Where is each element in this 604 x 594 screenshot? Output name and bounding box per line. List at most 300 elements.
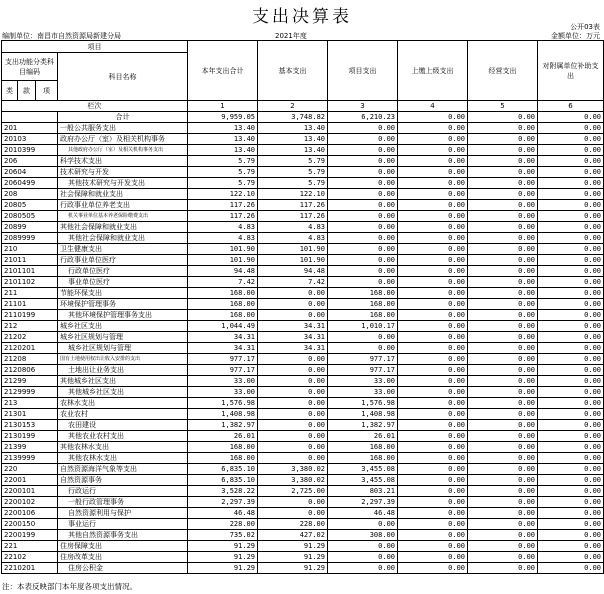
row-value-col3: 0.00	[328, 134, 398, 145]
row-value-col4: 0.00	[398, 508, 468, 519]
row-name: 合计	[58, 112, 188, 123]
row-name: 一般公共服务支出	[58, 123, 188, 134]
row-value-col2: 0.00	[258, 409, 328, 420]
table-row	[2, 409, 604, 420]
row-value-col2: 0.00	[258, 420, 328, 431]
row-value-col1: 91.29	[188, 563, 258, 574]
row-name: 技术研究与开发	[58, 167, 188, 178]
row-value-col1: 4.83	[188, 222, 258, 233]
row-value-col4: 0.00	[398, 321, 468, 332]
header-col-subsidy: 对附属单位补助支出	[538, 41, 604, 101]
table-row	[2, 442, 604, 453]
row-value-col1: 2,297.39	[188, 497, 258, 508]
table-row	[2, 343, 604, 354]
page-title: 支出决算表	[252, 7, 352, 27]
row-value-col6: 0.00	[538, 420, 604, 431]
row-value-col1: 101.90	[188, 255, 258, 266]
table-row	[2, 156, 604, 167]
row-value-col5: 0.00	[468, 299, 538, 310]
row-value-col6: 0.00	[538, 552, 604, 563]
row-value-col2: 0.00	[258, 398, 328, 409]
row-value-col6: 0.00	[538, 431, 604, 442]
row-name: 国有土地使用权出让收入安排的支出	[58, 354, 188, 365]
row-name: 自然资源事务	[58, 475, 188, 486]
row-code: 2060499	[2, 178, 58, 189]
row-value-col6: 0.00	[538, 178, 604, 189]
row-code: 21011	[2, 255, 58, 266]
row-value-col5: 0.00	[468, 156, 538, 167]
row-value-col6: 0.00	[538, 508, 604, 519]
row-value-col2: 101.90	[258, 255, 328, 266]
row-name: 行政事业单位医疗	[58, 255, 188, 266]
row-value-col5: 0.00	[468, 541, 538, 552]
row-value-col5: 0.00	[468, 365, 538, 376]
row-value-col4: 0.00	[398, 277, 468, 288]
row-value-col2: 3,380.02	[258, 475, 328, 486]
row-name: 自然资源海洋气象等支出	[58, 464, 188, 475]
header-col-basic: 基本支出	[258, 41, 328, 101]
table-row	[2, 145, 604, 156]
row-value-col1: 168.00	[188, 453, 258, 464]
row-code: 221	[2, 541, 58, 552]
row-value-col1: 168.00	[188, 442, 258, 453]
row-code: 22102	[2, 552, 58, 563]
table-row	[2, 233, 604, 244]
row-code	[2, 112, 58, 123]
row-value-col2: 4.83	[258, 222, 328, 233]
row-value-col4: 0.00	[398, 530, 468, 541]
row-value-col4: 0.00	[398, 519, 468, 530]
table-row	[2, 244, 604, 255]
row-value-col5: 0.00	[468, 453, 538, 464]
row-value-col1: 46.48	[188, 508, 258, 519]
row-code: 2129999	[2, 387, 58, 398]
row-value-col6: 0.00	[538, 563, 604, 574]
row-value-col5: 0.00	[468, 134, 538, 145]
header-class: 类	[2, 81, 18, 101]
row-value-col5: 0.00	[468, 167, 538, 178]
row-value-col3: 168.00	[328, 299, 398, 310]
row-value-col5: 0.00	[468, 288, 538, 299]
row-name: 城乡社区规划与管理	[58, 343, 188, 354]
header-project: 项目	[2, 41, 188, 53]
row-value-col4: 0.00	[398, 398, 468, 409]
row-value-col6: 0.00	[538, 266, 604, 277]
row-value-col3: 0.00	[328, 123, 398, 134]
row-value-col1: 33.00	[188, 376, 258, 387]
table-row	[2, 541, 604, 552]
row-name: 行政运行	[58, 486, 188, 497]
row-value-col5: 0.00	[468, 442, 538, 453]
row-code: 220	[2, 464, 58, 475]
row-name: 一般行政管理事务	[58, 497, 188, 508]
row-value-col1: 122.10	[188, 189, 258, 200]
row-value-col2: 0.00	[258, 376, 328, 387]
row-name: 事业运行	[58, 519, 188, 530]
row-value-col3: 803.21	[328, 486, 398, 497]
row-name: 住房保障支出	[58, 541, 188, 552]
table-row	[2, 310, 604, 321]
row-code: 21301	[2, 409, 58, 420]
row-value-col2: 117.26	[258, 211, 328, 222]
row-value-col6: 0.00	[538, 475, 604, 486]
amount-unit: 金额单位：万元	[551, 32, 600, 40]
row-value-col5: 0.00	[468, 431, 538, 442]
row-value-col1: 5.79	[188, 156, 258, 167]
row-value-col5: 0.00	[468, 409, 538, 420]
compiling-unit: 编制单位：南昌市自然资源局新建分局	[2, 32, 121, 40]
row-value-col1: 7.42	[188, 277, 258, 288]
row-value-col1: 1,382.97	[188, 420, 258, 431]
row-value-col4: 0.00	[398, 343, 468, 354]
row-name: 城乡社区规划与管理	[58, 332, 188, 343]
row-code: 22001	[2, 475, 58, 486]
row-value-col2: 13.40	[258, 134, 328, 145]
row-value-col2: 0.00	[258, 365, 328, 376]
table-row	[2, 123, 604, 134]
col-num-3: 3	[328, 101, 398, 112]
table-row	[2, 112, 604, 123]
row-value-col1: 91.29	[188, 552, 258, 563]
row-value-col4: 0.00	[398, 112, 468, 123]
row-value-col4: 0.00	[398, 475, 468, 486]
row-value-col2: 117.26	[258, 200, 328, 211]
row-value-col3: 0.00	[328, 145, 398, 156]
row-value-col2: 427.02	[258, 530, 328, 541]
header-class-code: 支出功能分类科目编码	[2, 53, 58, 81]
row-value-col5: 0.00	[468, 475, 538, 486]
row-value-col2: 3,748.82	[258, 112, 328, 123]
table-row	[2, 431, 604, 442]
row-value-col4: 0.00	[398, 354, 468, 365]
row-value-col5: 0.00	[468, 519, 538, 530]
row-value-col5: 0.00	[468, 486, 538, 497]
table-row	[2, 563, 604, 574]
row-value-col5: 0.00	[468, 123, 538, 134]
table-row	[2, 288, 604, 299]
row-value-col2: 3,380.02	[258, 464, 328, 475]
row-value-col6: 0.00	[538, 167, 604, 178]
table-row	[2, 200, 604, 211]
table-row	[2, 486, 604, 497]
row-code: 213	[2, 398, 58, 409]
row-value-col3: 0.00	[328, 211, 398, 222]
row-value-col2: 0.00	[258, 299, 328, 310]
row-code: 2200199	[2, 530, 58, 541]
row-value-col2: 101.90	[258, 244, 328, 255]
header-item: 项	[36, 81, 58, 101]
row-value-col6: 0.00	[538, 332, 604, 343]
row-value-col1: 13.40	[188, 145, 258, 156]
row-code: 20604	[2, 167, 58, 178]
row-code: 21202	[2, 332, 58, 343]
row-value-col5: 0.00	[468, 508, 538, 519]
row-code: 2120201	[2, 343, 58, 354]
row-value-col3: 0.00	[328, 332, 398, 343]
row-value-col5: 0.00	[468, 387, 538, 398]
expenditure-table	[1, 40, 604, 574]
row-value-col1: 34.31	[188, 332, 258, 343]
row-value-col5: 0.00	[468, 310, 538, 321]
row-code: 210	[2, 244, 58, 255]
row-value-col6: 0.00	[538, 211, 604, 222]
row-value-col2: 228.00	[258, 519, 328, 530]
footnote: 注：本表反映部门本年度各项支出情况。	[2, 582, 137, 591]
row-value-col4: 0.00	[398, 387, 468, 398]
row-value-col4: 0.00	[398, 233, 468, 244]
row-name: 农业农村	[58, 409, 188, 420]
row-name: 环境保护管理事务	[58, 299, 188, 310]
row-value-col5: 0.00	[468, 211, 538, 222]
row-value-col5: 0.00	[468, 189, 538, 200]
row-value-col4: 0.00	[398, 376, 468, 387]
row-value-col4: 0.00	[398, 409, 468, 420]
row-value-col4: 0.00	[398, 222, 468, 233]
row-name: 其他城乡社区支出	[58, 376, 188, 387]
row-value-col5: 0.00	[468, 112, 538, 123]
row-code: 201	[2, 123, 58, 134]
table-row	[2, 398, 604, 409]
row-value-col5: 0.00	[468, 255, 538, 266]
row-value-col5: 0.00	[468, 200, 538, 211]
row-code: 2089999	[2, 233, 58, 244]
col-num-2: 2	[258, 101, 328, 112]
row-code: 2101102	[2, 277, 58, 288]
row-value-col4: 0.00	[398, 552, 468, 563]
row-value-col4: 0.00	[398, 310, 468, 321]
row-value-col4: 0.00	[398, 134, 468, 145]
row-value-col1: 117.26	[188, 200, 258, 211]
row-name: 节能环保支出	[58, 288, 188, 299]
row-code: 2080505	[2, 211, 58, 222]
row-name: 卫生健康支出	[58, 244, 188, 255]
row-value-col3: 2,297.39	[328, 497, 398, 508]
row-code: 2210201	[2, 563, 58, 574]
row-value-col3: 0.00	[328, 189, 398, 200]
header-lanci: 栏次	[2, 101, 188, 112]
row-value-col6: 0.00	[538, 376, 604, 387]
row-value-col1: 33.00	[188, 387, 258, 398]
row-value-col2: 13.40	[258, 145, 328, 156]
row-value-col2: 122.10	[258, 189, 328, 200]
row-code: 20805	[2, 200, 58, 211]
row-value-col3: 0.00	[328, 519, 398, 530]
row-value-col4: 0.00	[398, 145, 468, 156]
row-value-col1: 91.29	[188, 541, 258, 552]
row-name: 农林水支出	[58, 398, 188, 409]
row-value-col6: 0.00	[538, 442, 604, 453]
table-row	[2, 420, 604, 431]
row-code: 21208	[2, 354, 58, 365]
table-row	[2, 365, 604, 376]
row-code: 206	[2, 156, 58, 167]
row-code: 2200101	[2, 486, 58, 497]
row-value-col4: 0.00	[398, 123, 468, 134]
row-value-col3: 33.00	[328, 376, 398, 387]
form-number: 公开03表	[570, 23, 600, 31]
row-value-col1: 9,959.05	[188, 112, 258, 123]
row-value-col1: 94.48	[188, 266, 258, 277]
row-value-col1: 5.79	[188, 178, 258, 189]
row-value-col5: 0.00	[468, 233, 538, 244]
row-value-col3: 0.00	[328, 233, 398, 244]
row-value-col3: 308.00	[328, 530, 398, 541]
row-value-col3: 0.00	[328, 266, 398, 277]
row-value-col3: 977.17	[328, 354, 398, 365]
row-value-col4: 0.00	[398, 486, 468, 497]
row-value-col1: 4.83	[188, 233, 258, 244]
row-value-col1: 168.00	[188, 288, 258, 299]
row-value-col3: 0.00	[328, 222, 398, 233]
row-value-col6: 0.00	[538, 123, 604, 134]
row-code: 2101101	[2, 266, 58, 277]
row-value-col1: 1,408.98	[188, 409, 258, 420]
row-value-col6: 0.00	[538, 464, 604, 475]
row-value-col5: 0.00	[468, 420, 538, 431]
row-value-col1: 6,835.10	[188, 475, 258, 486]
row-name: 其他社会保障和就业支出	[58, 222, 188, 233]
table-row	[2, 453, 604, 464]
row-value-col1: 13.40	[188, 134, 258, 145]
row-value-col3: 0.00	[328, 156, 398, 167]
row-value-col4: 0.00	[398, 563, 468, 574]
row-name: 其他政府办公厅（室）及相关机构事务支出	[58, 145, 188, 156]
row-value-col4: 0.00	[398, 365, 468, 376]
row-value-col6: 0.00	[538, 200, 604, 211]
table-row	[2, 266, 604, 277]
row-value-col5: 0.00	[468, 332, 538, 343]
row-name: 其他技术研究与开发支出	[58, 178, 188, 189]
table-row	[2, 508, 604, 519]
row-name: 其他自然资源事务支出	[58, 530, 188, 541]
row-value-col3: 0.00	[328, 255, 398, 266]
row-value-col5: 0.00	[468, 222, 538, 233]
row-value-col1: 228.00	[188, 519, 258, 530]
row-value-col4: 0.00	[398, 255, 468, 266]
table-row	[2, 134, 604, 145]
row-value-col2: 34.31	[258, 343, 328, 354]
row-value-col2: 0.00	[258, 310, 328, 321]
table-row	[2, 552, 604, 563]
row-value-col4: 0.00	[398, 453, 468, 464]
row-value-col3: 0.00	[328, 541, 398, 552]
col-num-4: 4	[398, 101, 468, 112]
row-value-col6: 0.00	[538, 365, 604, 376]
row-value-col6: 0.00	[538, 453, 604, 464]
table-row	[2, 530, 604, 541]
row-name: 农田建设	[58, 420, 188, 431]
row-value-col3: 977.17	[328, 365, 398, 376]
row-code: 21101	[2, 299, 58, 310]
row-value-col6: 0.00	[538, 244, 604, 255]
row-value-col3: 168.00	[328, 442, 398, 453]
table-body	[2, 112, 604, 574]
table-row	[2, 222, 604, 233]
col-num-6: 6	[538, 101, 604, 112]
row-value-col6: 0.00	[538, 387, 604, 398]
row-name: 其他农林水支出	[58, 442, 188, 453]
row-name: 机关事业单位基本养老保险缴费支出	[58, 211, 188, 222]
row-value-col6: 0.00	[538, 398, 604, 409]
row-value-col2: 7.42	[258, 277, 328, 288]
row-code: 212	[2, 321, 58, 332]
fiscal-year: 2021年度	[275, 32, 307, 40]
row-name: 土地出让业务支出	[58, 365, 188, 376]
header-col-project: 项目支出	[328, 41, 398, 101]
row-value-col5: 0.00	[468, 464, 538, 475]
row-value-col5: 0.00	[468, 266, 538, 277]
header-col-total: 本年支出合计	[188, 41, 258, 101]
row-value-col4: 0.00	[398, 299, 468, 310]
row-value-col6: 0.00	[538, 497, 604, 508]
row-value-col6: 0.00	[538, 145, 604, 156]
row-value-col6: 0.00	[538, 321, 604, 332]
row-value-col4: 0.00	[398, 288, 468, 299]
row-value-col4: 0.00	[398, 189, 468, 200]
row-name: 行政事业单位养老支出	[58, 200, 188, 211]
row-value-col2: 0.00	[258, 431, 328, 442]
row-value-col2: 94.48	[258, 266, 328, 277]
header-col-upper: 上缴上级支出	[398, 41, 468, 101]
row-name: 其他农林水支出	[58, 453, 188, 464]
row-value-col2: 0.00	[258, 508, 328, 519]
row-value-col5: 0.00	[468, 321, 538, 332]
row-code: 20899	[2, 222, 58, 233]
row-value-col1: 117.26	[188, 211, 258, 222]
row-value-col1: 168.00	[188, 310, 258, 321]
table-row	[2, 277, 604, 288]
row-value-col1: 5.79	[188, 167, 258, 178]
row-code: 2010399	[2, 145, 58, 156]
row-value-col1: 977.17	[188, 365, 258, 376]
row-code: 21399	[2, 442, 58, 453]
row-name: 住房改革支出	[58, 552, 188, 563]
row-value-col1: 168.00	[188, 299, 258, 310]
table-row	[2, 255, 604, 266]
row-code: 2200102	[2, 497, 58, 508]
row-value-col5: 0.00	[468, 277, 538, 288]
row-value-col5: 0.00	[468, 376, 538, 387]
row-value-col2: 34.31	[258, 321, 328, 332]
table-row	[2, 354, 604, 365]
row-code: 21299	[2, 376, 58, 387]
row-code: 208	[2, 189, 58, 200]
row-name: 政府办公厅（室）及相关机构事务	[58, 134, 188, 145]
header-section: 款	[18, 81, 36, 101]
table-row	[2, 464, 604, 475]
row-value-col6: 0.00	[538, 288, 604, 299]
row-value-col5: 0.00	[468, 552, 538, 563]
row-value-col2: 0.00	[258, 453, 328, 464]
row-value-col5: 0.00	[468, 398, 538, 409]
row-value-col3: 0.00	[328, 277, 398, 288]
row-value-col1: 1,044.49	[188, 321, 258, 332]
row-value-col2: 91.29	[258, 552, 328, 563]
row-value-col5: 0.00	[468, 178, 538, 189]
row-value-col3: 168.00	[328, 453, 398, 464]
row-value-col6: 0.00	[538, 255, 604, 266]
row-value-col2: 91.29	[258, 563, 328, 574]
row-value-col6: 0.00	[538, 519, 604, 530]
row-code: 211	[2, 288, 58, 299]
row-value-col4: 0.00	[398, 464, 468, 475]
row-value-col4: 0.00	[398, 156, 468, 167]
header-col-operation: 经营支出	[468, 41, 538, 101]
row-value-col3: 33.00	[328, 387, 398, 398]
row-value-col4: 0.00	[398, 244, 468, 255]
row-value-col3: 26.01	[328, 431, 398, 442]
row-value-col4: 0.00	[398, 431, 468, 442]
